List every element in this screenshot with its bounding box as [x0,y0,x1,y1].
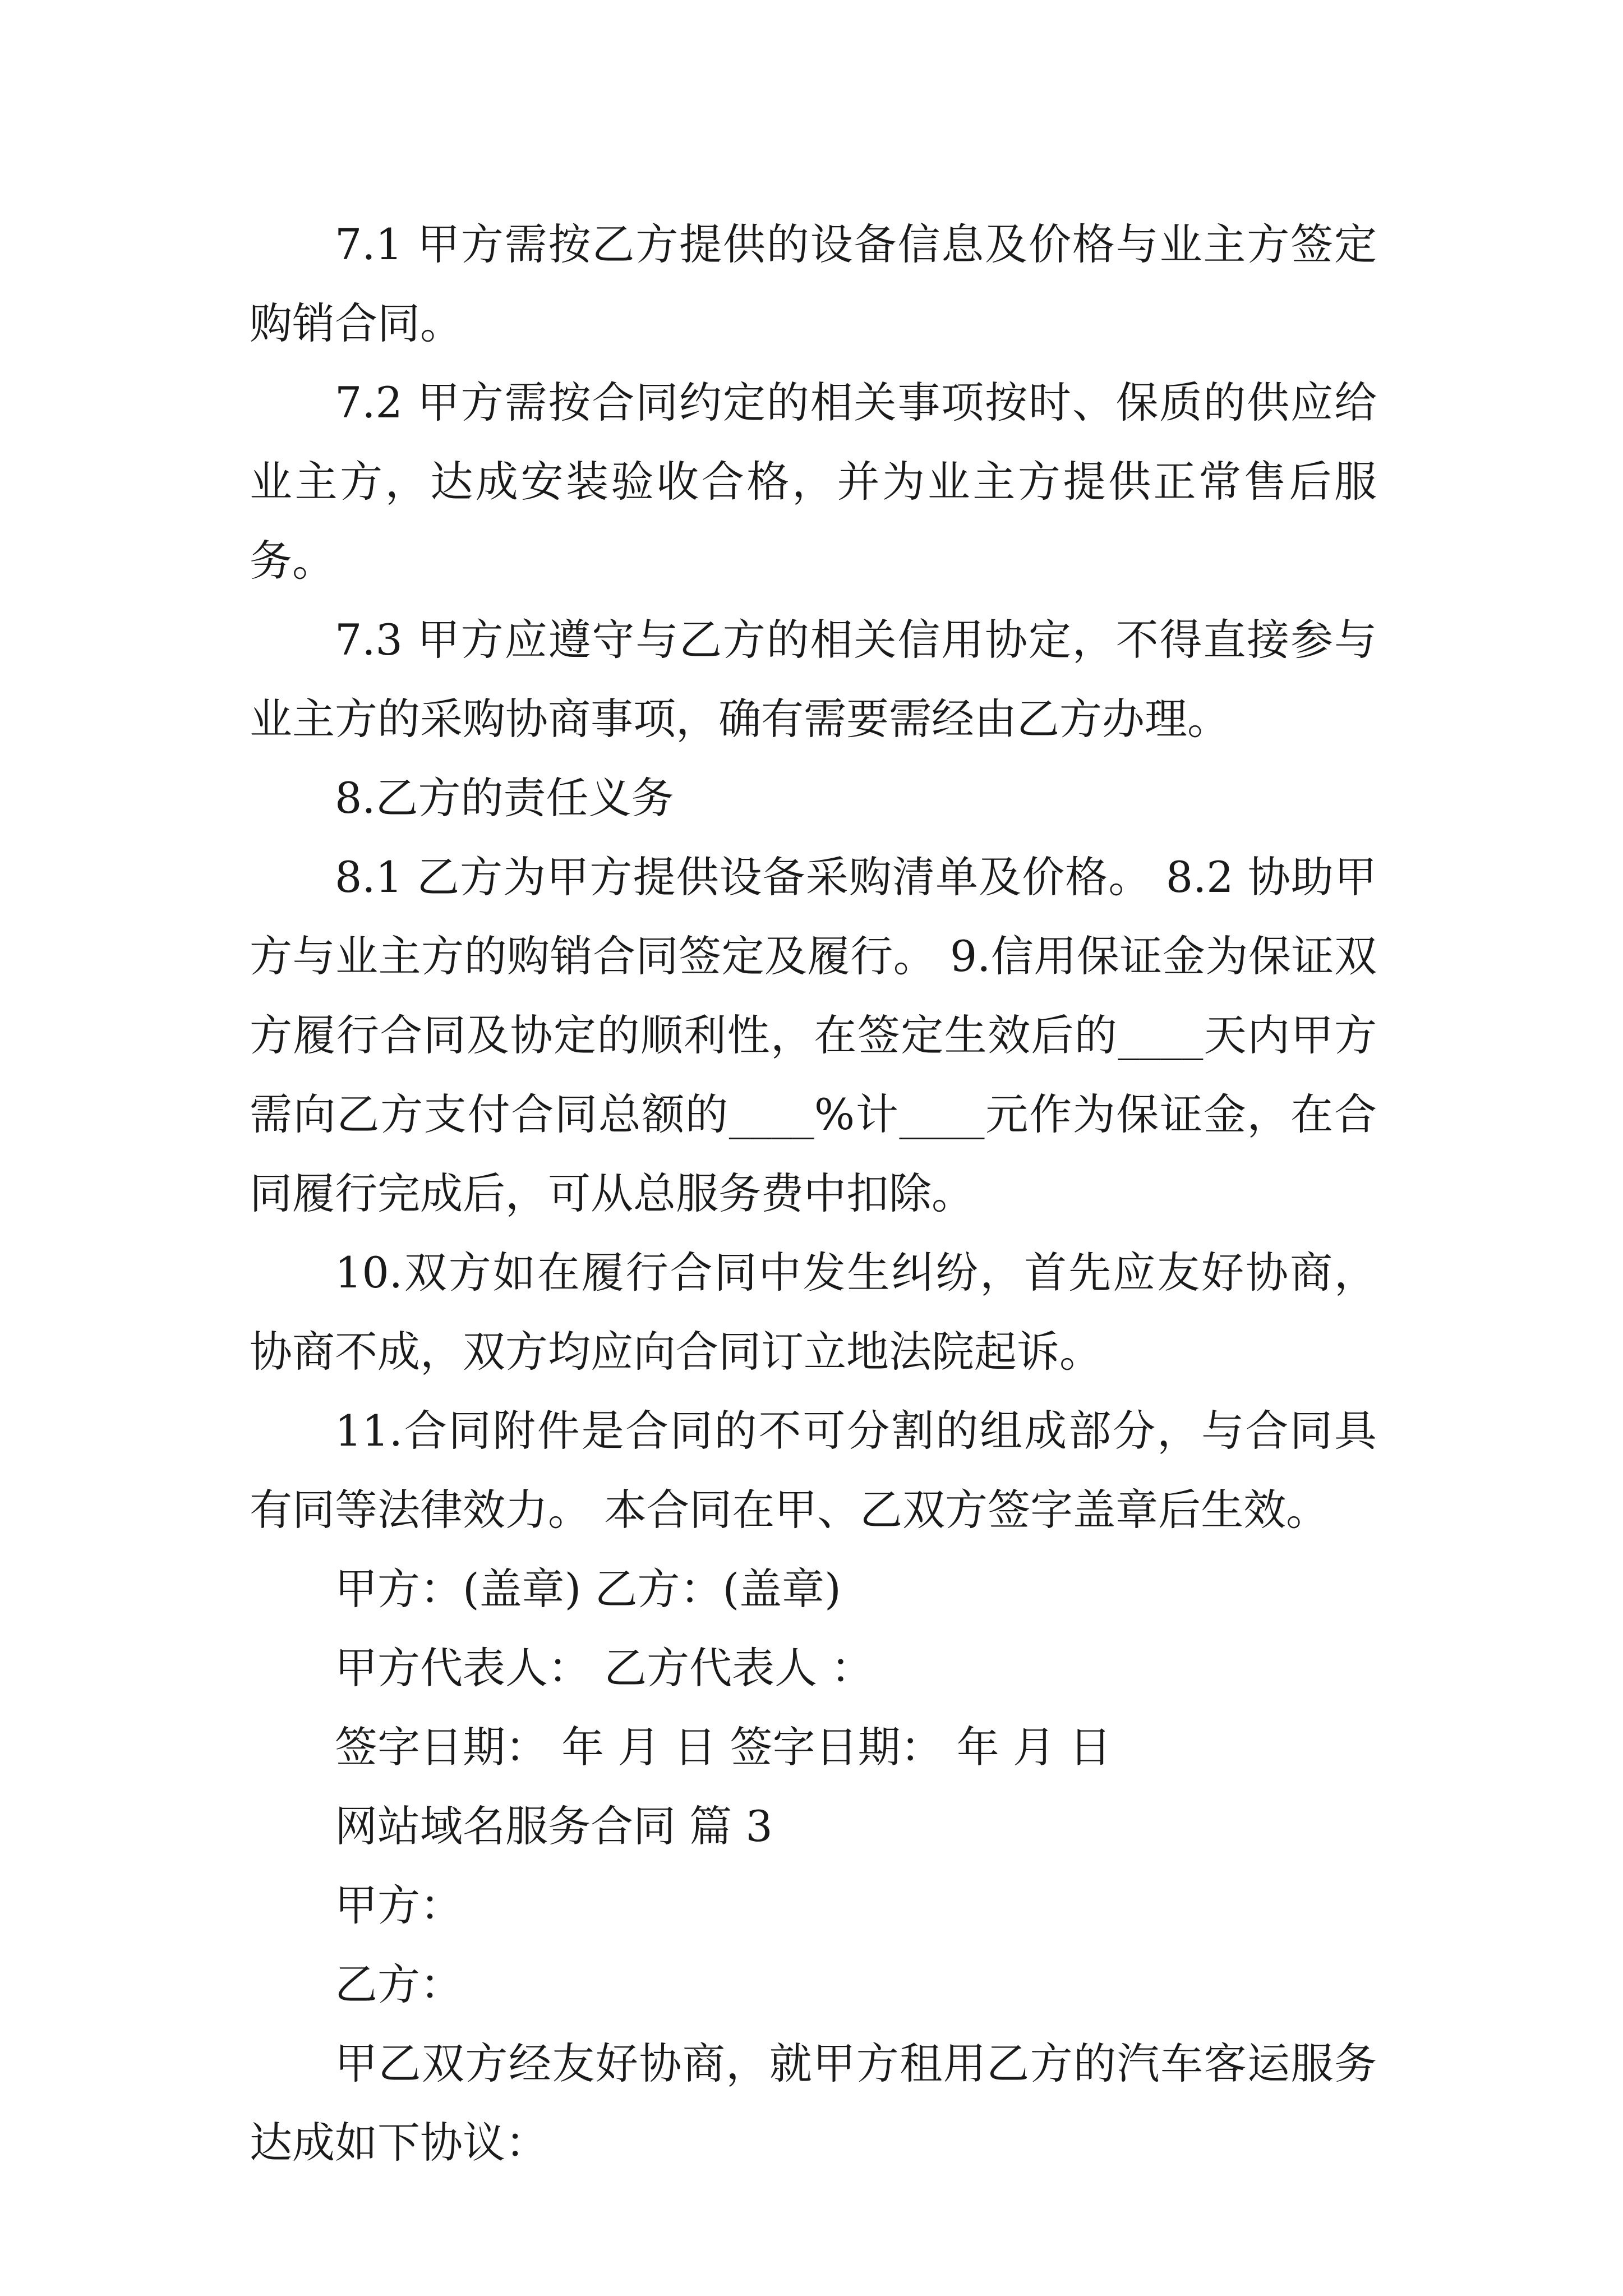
clause-11: 11.合同附件是合同的不可分割的组成部分，与合同具有同等法律效力。 本合同在甲、乙双方签字盖章后生效。 [250,1406,1377,1535]
clause-8-1-to-9: 8.1 乙方为甲方提供设备采购清单及价格。 8.2 协助甲方与业主方的购销合同签定及履行。 9.信用保证金为保证双方履行合同及协定的顺利性，在签定生效后的____天内甲方需向乙方支付合同总额的____%计____元作为保证金，在合同履行完成后，可从总服务费中扣除。 [250,852,1377,1218]
signature-seal-line: 甲方：(盖章) 乙方：(盖章) [335,1564,841,1614]
agreement-intro: 甲乙双方经友好协商，就甲方租用乙方的汽车客运服务达成如下协议： [250,2039,1377,2168]
clause-8-heading: 8.乙方的责任义务 [335,773,674,823]
party-b-line: 乙方： [335,1959,463,2009]
document-body [250,205,1377,2182]
representative-line: 甲方代表人： 乙方代表人 ： [335,1643,874,1693]
clause-10: 10.双方如在履行合同中发生纠纷，首先应友好协商，协商不成，双方均应向合同订立地法院起诉。 [250,1248,1377,1377]
clause-7-1: 7.1 甲方需按乙方提供的设备信息及价格与业主方签定购销合同。 [250,219,1377,348]
clause-7-3: 7.3 甲方应遵守与乙方的相关信用协定，不得直接参与业主方的采购协商事项，确有需要需经由乙方办理。 [250,615,1377,744]
party-a-line: 甲方： [335,1880,463,1930]
clause-7-2: 7.2 甲方需按合同约定的相关事项按时、保质的供应给业主方，达成安装验收合格，并为业主方提供正常售后服务。 [250,378,1377,586]
signing-date-line: 签字日期： 年 月 日 签字日期： 年 月 日 [335,1722,1112,1772]
contract-3-title: 网站域名服务合同 篇 3 [335,1801,773,1851]
